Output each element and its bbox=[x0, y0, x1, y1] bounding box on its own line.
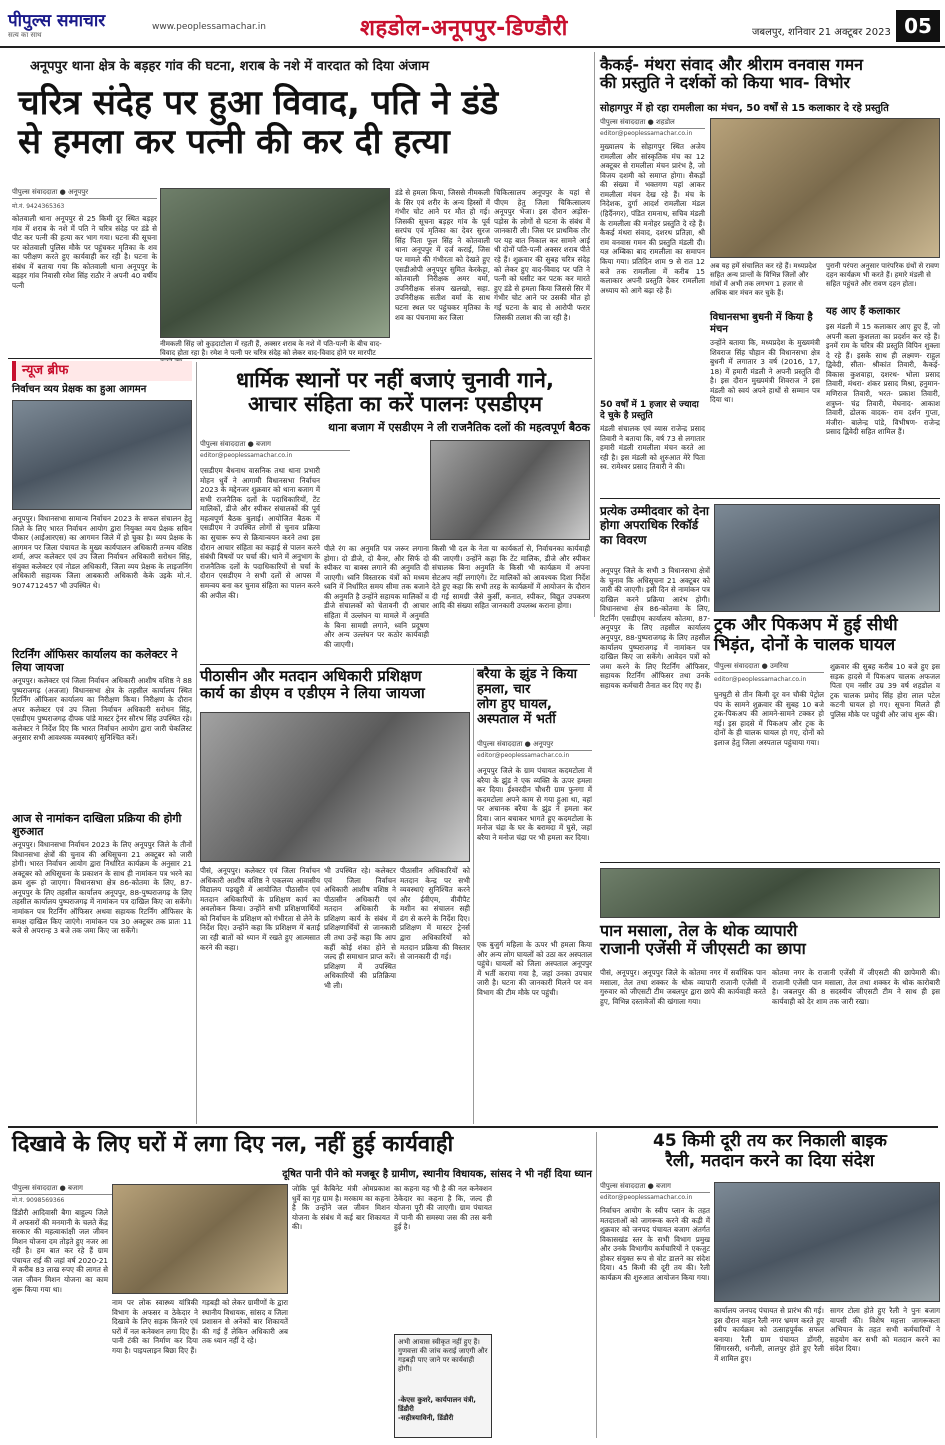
ramleela-photo-caption: अब यह हमें संचालित कर रहे हैं। मध्यप्रदेश सहित अन्य प्रान्तों के विभिन्न जिलों और गांवों में अभी तक लगभग 1 हजार से अधिक बार मंचन कर चुके हैं। bbox=[710, 262, 817, 298]
ramleela-headline-line2: की प्रस्तुति ने दर्शकों को किया भाव- विभोर bbox=[600, 73, 851, 93]
training-headline-line1: पीठासीन और मतदान अधिकारी प्रशिक्षण bbox=[200, 667, 422, 685]
water-col5: का कहना यह भी है की नल कनेक्शन ठेकेदार का कहना है कि, जल्द ही योजना पूरी की जाएगी। ग्राम पंचायत में पानी की समस्या जस की तस बनी हुई है। bbox=[394, 1184, 492, 1232]
bear-col2: एक बुजुर्ग महिला के ऊपर भी हमला किया और अन्य लोग घायलों को उठा कर अस्पताल पहुंचे। घायलों को जिला अस्पताल अनूपपुर में भर्ती कराया गया है, जहां उनका उपचार जारी है। घटना की जानकारी मिलने पर वन विभाग की टीम मौके पर पहुंची। bbox=[477, 940, 592, 997]
sdm-byline: पीपुल्स संवाददाता ● बजाग bbox=[200, 440, 350, 451]
divider bbox=[8, 1126, 938, 1128]
ramleela-byline: पीपुल्स संवाददाता ● शहडोल bbox=[600, 118, 705, 129]
training-col1: पीसं, अनूपपुर। कलेक्टर एवं जिला निर्वाचन अधिकारी आशीष वशिष्ठ ने एकलव्य आवासीय विद्यालय पड़खुरी में आयोजित पीठासीन एवं मतदान अधिकारियों के प्रशिक्षण कार्य का अवलोकन किया। उन्होंने सभी प्रशिक्षणार्थियों को निर्वाचन के प्रशिक्षण को गंभीरता से लेने के निर्देश दिए। उन्होंने कहा कि प्रशिक्षण में बताई जा रही बातों को ध्यान में रखते हुए आत्मसात करने की कहा। bbox=[200, 866, 320, 952]
training-col2: भी उपस्थित रहे। कलेक्टर एवं जिला निर्वाचन अधिकारी आशीष वशिष्ठ ने पीठासीन अधिकारी एवं मतदान अधिकारी के प्रशिक्षण कार्य के संबंध में प्रशिक्षणार्थियों से जानकारी ली तथा उन्हें कहा कि आप कहीं कोई शंका होने से जल्द ही समाधान प्राप्त करें। प्रशिक्षण में उपस्थित अधिकारियों की प्रतिक्रिया भी ली। bbox=[324, 866, 396, 990]
ramleela-sub2-body: उन्होंने बताया कि, मध्यप्रदेश के मुख्यमंत्री शिवराज सिंह चौहान की विधानसभा क्षेत्र बुधनी में लगातार 3 वर्ष (2016, 17, 18) में हमारी मंडली ने अपनी प्रस्तुति दी है। इस दौरान मुख्यमंत्री शिवराज ने इस मंडली को स्वयं अपने हाथों से सम्मान पत्र दिया था। bbox=[710, 338, 820, 405]
lead-photo-caption: नीमकली सिंह जो कुड़दाटोला में रहती हैं, अक्सर शराब के नशे में पति-पत्नी के बीच वाद-विवाद होता रहा है। रमेश ने पत्नी पर चरित्र संदेह को लेकर वाद-विवाद होने पर मारपीट bbox=[160, 340, 382, 358]
accident-email[interactable]: editor@peoplessamachar.co.in bbox=[714, 676, 807, 683]
water-col2: नाम पर लोक स्वास्थ्य यांत्रिकी विभाग के अफसर व ठेकेदार ने दिखावे के लिए सड़क किनारे एवं घरों में नल कनेक्शन लगा दिए हैं। पानी टंकी का निर्माण कर दिया गया है। पाइपलाइन बिछा दिए हैं। bbox=[112, 1298, 198, 1355]
rally-email[interactable]: editor@peoplessamachar.co.in bbox=[600, 1194, 693, 1201]
news-brief-label: न्यूज ब्रीफ bbox=[12, 361, 192, 381]
ramleela-sub2: विधानसभा बुधनी में किया है मंचन bbox=[710, 312, 813, 335]
brief1-body: अनूपपुर। विधानसभा सामान्य निर्वाचन 2023 के सफल संचालन हेतु जिले के लिए भारत निर्वाचन आयोग द्वारा नियुक्त व्यय प्रेक्षक सचिन पीकार (आईआरएस) का आगमन जिले में हो चुका है। व्यय प्रेक्षक के आगमन पर जिला पंचायत के मुख्य कार्यपालन अधिकारी तन्मय वशिष्ठ शर्मा, अपर कलेक्टर एवं उप जिला निर्वाचन अधिकारी सरोधन सिंह, संयुक्त कलेक्टर एवं नोडल अधिकारी, जिला व्यय प्रेक्षक के लाइजनिंग अधिकारी सहायक जिला आबकारी अधिकारी केके उइके मो.नं. 9074712457 भी उपस्थित थे। bbox=[12, 514, 192, 591]
ramleela-headline-line1: कैकई- मंथरा संवाद और श्रीराम वनवास गमन bbox=[600, 55, 864, 74]
rally-col2: कार्यालय जनपद पंचायत से प्रारंभ की गई। इस दौरान वाहन रैली नगर भ्रमण करते हुए स्वीप कार्यक्रम को उत्साहपूर्वक सफल बनाया। रैली ग्राम पंचायत डोंगरी, सिंगारसरी, धनौली, लालपुर होते हुए रैली में शामिल हुए। bbox=[714, 1306, 824, 1363]
ramleela-subhead: सोहागपुर में हो रहा रामलीला का मंचन, 50 वर्षों से 15 कलाकार दे रहे प्रस्तुति bbox=[600, 103, 889, 114]
brief2-heading: रिटर्निंग ऑफिसर कार्यालय का कलेक्टर ने लिया जायजा bbox=[12, 648, 178, 675]
accident-col2: शुक्रवार की सुबह करीब 10 बजे हुए इस सड़क हादसे में पिकअप चालक अफजल पिता एम नसीर उम्र 39 वर्ष शहडोल व ट्रक चालक प्रमोद सिंह होरा लाल पटेल कटनी घायल हो गए। सूचना मिलते ही पुलिस मौके पर पहुंची और जांच शुरू की। bbox=[830, 662, 940, 719]
masthead bbox=[0, 0, 945, 48]
column-divider bbox=[473, 668, 474, 1124]
gst-col2: कोतमा नगर के राजानी एजेंसी में जीएसटी की छापेमारी की। राजानी एजेंसी पान मसाला, तेल तथा शक्कर के थोक कारोबारी है। जबलपुर की 8 सदस्यीय जीएसटी टीम ने साथ ही इस कार्यवाही को देर शाम तक जारी रखा। bbox=[772, 968, 940, 1006]
accident-headline bbox=[714, 616, 940, 655]
water-headline: दिखावे के लिए घरों में लगा दिए नल, नहीं हुई कार्यवाही bbox=[12, 1132, 454, 1157]
gst-col1: पीसं, अनूपपुर। अनूपपुर जिले के कोतमा नगर में सर्वाधिक पान मसाला, तेल तथा शक्कर के थोक व्यापारी राजानी एजेंसी में गुरुवार को जीएसटी टीम जबलपुर द्वारा छापे की कार्यवाही करते हुए, विभिन्न दस्तावेजों की खंगाला गया। bbox=[600, 968, 766, 1006]
water-col4: जोकि पूर्व कैबिनेट मंत्री ओमप्रकाश धुर्वे का गृह ग्राम है। मरकाम का कहना है कि उन्होंने जल जीवन मिशन योजना के संबंध में कई बार शिकायत की। bbox=[292, 1184, 390, 1232]
water-quote-box bbox=[394, 1334, 492, 1438]
water-byline: पीपुल्स संवाददाता ● बजाग bbox=[12, 1184, 162, 1195]
divider bbox=[600, 498, 940, 499]
ramleela-sub1-body: मंडली संचालक एवं व्यास राजेन्द्र प्रसाद तिवारी ने बताया कि, वर्ष 73 से लगातार हमारी मंडली रामलीला मंचन करते आ रही है। इस मंडली को शुरुआत मेरे पिता स्व. रामेश्वर प्रसाद तिवारी ने की। bbox=[600, 424, 705, 472]
sdm-col3: किसी भी दल के नेता या कार्यकर्ता से, निर्वाचनका कार्यवाही की जाएगी। उन्होंने कहा कि टेंट मालिक, डीजे और स्पीकर संचालक बिना अनुमति के किसी भी कार्यक्रम में अपना सेटअप नहीं लगाएंगे। टेंट मालिकों को आवश्यक दिशा निर्देश देते हुए कहा कि सभी तरह के कार्यक्रमों में आयोजन के दौरान दी गई सामग्री जैसे कुर्सी, कनात, स्पीकर, विद्युत उपकरण आदि की संख्या सहित जानकारी उपलब्ध कराना होगा। bbox=[432, 544, 590, 611]
sdm-photo bbox=[430, 440, 590, 540]
brief3-heading: आज से नामांकन दाखिला प्रक्रिया की होगी शुरुआत bbox=[12, 812, 182, 839]
water-col1: डिंडौरी आदिवासी बैगा बाहुल्य जिले में अफसरों की मनमानी के चलते केंद्र सरकार की महत्वाकांक्षी जल जीवन मिशन योजना दम तोड़ते हुए नजर आ रही है। हम बात कर रहे हैं ग्राम पंचायत राई की जहां वर्ष 2020-21 में करीब 83 लाख रुपए की लागत से जल जीवन मिशन योजना का काम शुरू किया गया था। bbox=[12, 1208, 108, 1294]
brief1-photo bbox=[12, 400, 192, 510]
bear-email[interactable]: editor@peoplessamachar.co.in bbox=[477, 752, 570, 759]
rally-headline bbox=[600, 1132, 940, 1171]
divider bbox=[200, 664, 590, 665]
ramleela-email[interactable]: editor@peoplessamachar.co.in bbox=[600, 130, 693, 137]
ramleela-headline bbox=[600, 56, 940, 93]
rally-headline-line1: 45 किमी दूरी तय कर निकाली बाइक bbox=[653, 1131, 887, 1151]
rally-col1: निर्वाचन आयोग के स्वीप प्लान के तहत मतदाताओं को जागरूक करने की कड़ी में शुक्रवार को जनपद पंचायत बजाग अंतर्गत विकासखंड स्तर के सभी विभाग प्रमुख और उनके विभागीय कर्मचारियों ने एकजुट होकर संयुक्त रूप से वोट डालने का संदेश दिया। 45 किमी की दूरी तय की। रैली कार्यक्रम की शुरुआत आयोजन किया गया। bbox=[600, 1206, 710, 1283]
ramleela-col3-top: पुरानी परंपरा अनुसार पारंपरिक ग्रंथों से रावण दहन कार्यक्रम भी करते हैं। हमारे मंडली से सहित पहुंचते और रावण दहन होता। bbox=[826, 262, 940, 289]
newspaper-logo: पीपुल्स समाचार सत्य का साथ bbox=[8, 11, 106, 39]
water-subhead: दूषित पानी पीने को मजबूर है ग्रामीण, स्थानीय विधायक, सांसद ने भी नहीं दिया ध्यान bbox=[282, 1169, 592, 1180]
lead-photo bbox=[160, 188, 390, 338]
accident-col1: घुनघुटी से तीन किमी दूर वन चौकी पेट्रोल पंप के सामने शुक्रवार की सुबह 10 बजे ट्रक-पिकअप की आमने-सामने टक्कर हो गई। इस हादसे में पिकअप और ट्रक के दोनों के ही चालक घायल हो गए, दोनों को इलाज हेतु जिला अस्पताल पहुंचाया गया। bbox=[714, 690, 824, 747]
brief1-heading: निर्वाचन व्यय प्रेक्षक का हुआ आगमन bbox=[12, 384, 147, 395]
ramleela-sub3-body: इस मंडली में 15 कलाकार आए हुए हैं, जो अपनी कला कुशलता का प्रदर्शन कर रहे हैं। इनमें राम के चरित्र की प्रस्तुति विपिन शुक्ला दे रहे हैं। इसके साथ ही लक्ष्मण- राहुल द्विवेदी, सीता- श्रीकांत तिवारी, कैकई- विकास कुशवाहा, दशरथ- भोला प्रसाद तिवारी, मंथरा- शंकर प्रसाद मिश्रा, हनुमान- मणिराज तिवारी, भरत- प्रकाश तिवारी, शत्रुघ्न- चंद्र तिवारी, मेघनाद- आकाश तिवारी, ढोलक वादक- राम दर्शन गुप्ता, मंजीरा- बालेन्द्र पांडे, विभीषण- राजेन्द्र प्रसाद द्विवेदी सहित शामिल हैं। bbox=[826, 322, 940, 437]
lead-mobile: मो.नं. 9424365363 bbox=[12, 203, 65, 210]
accident-byline: पीपुल्स संवाददाता ● उमरिया bbox=[714, 662, 824, 673]
training-photo bbox=[200, 712, 470, 862]
rally-byline: पीपुल्स संवाददाता ● बजाग bbox=[600, 1182, 710, 1193]
candidate-headline: प्रत्येक उम्मीदवार को देना होगा अपराधिक रिकॉर्ड का विवरण bbox=[600, 504, 709, 547]
lead-col1: कोतवाली थाना अनूपपुर से 25 किमी दूर स्थित बड़हर गांव में शराब के नशे में पति ने चरित्र संदेह पर डंडे से पीट कर पत्नी की हत्या कर भाग गया। घटना की सूचना पर कोतवाली पुलिस मौके पर पहुंचकर मृतिका के शव का परीक्षण करते हुए कार्यवाही कर रही है। घटना के संबंध में बताया गया कि कोतवाली थाना अनूपपुर के बड़हर गांव निवासी रमेश सिंह राठौर ने अपनी 40 वर्षीय पत्नी bbox=[12, 214, 157, 291]
gst-headline bbox=[600, 922, 940, 959]
accident-photo bbox=[714, 504, 940, 612]
lead-col3: डंडे से हमला किया, जिससे नीमकली के सिर एवं शरीर के अन्य हिस्सों में गंभीर चोट आने पर मौत हो गई। जिसकी सूचना बड़हर गांव के पूर्व सरपंच एवं मृतिका का देवर सुरज सिंह पिता फूल सिंह ने कोतवाली थाना अनूपपुर में दर्ज कराई, जिस पर मामले की गंभीरता को देखते हुए एसडीओपी अनूपपुर सुमित केरकेट्टा, कोतवाली निरीक्षक अमर वर्मा, उपनिरीक्षक संजय खलखो, सहा. उपनिरीक्षक सतीश वर्मा के साथ घटना स्थल पर पहुंचकर मृतिका के शव का पंचनामा कर जिला bbox=[395, 188, 490, 322]
website-url[interactable]: www.peoplessamachar.in bbox=[152, 22, 266, 32]
water-mobile: मो.नं. 9098569366 bbox=[12, 1197, 65, 1204]
lead-byline: पीपुल्स संवाददाता ● अनूपपुर bbox=[12, 188, 157, 199]
divider bbox=[600, 862, 940, 863]
accident-headline-line1: ट्रक और पिकअप में हुई सीधी bbox=[714, 615, 898, 635]
section-title: शहडोल-अनूपपुर-डिण्डौरी bbox=[360, 16, 568, 41]
sdm-subhead: थाना बजाग में एसडीएम ने ली राजनैतिक दलों की महत्वपूर्ण बैठक bbox=[328, 421, 590, 434]
bear-headline bbox=[477, 668, 592, 728]
rally-col3: सागर टोला होते हुए रैली ने पुनः बजाग वापसी की। विशेष महत्ता जागरूकता अभियान के तहत सभी कर्मचारियों ने सहयोग कर सभी को मतदान करने का संदेश दिया। bbox=[830, 1306, 940, 1354]
column-divider bbox=[196, 362, 197, 1124]
page-number: 05 bbox=[896, 10, 940, 42]
ramleela-sub1: 50 वर्षों में 1 हजार से ज्यादा दे चुके है प्रस्तुति bbox=[600, 400, 699, 421]
column-divider bbox=[594, 52, 595, 617]
gst-headline-line1: पान मसाला, तेल के थोक व्यापारी bbox=[600, 921, 798, 940]
lead-headline bbox=[18, 84, 588, 162]
ramleela-body: मुख्यालय के सोहागपुर स्थित अजेय रामलीला और सांस्कृतिक मंच का 12 अक्टूबर से रामलीला मंचन प्रारंभ है, जो विजय दशमी को समाप्त होगा। सैकड़ों की संख्या में भक्तगण यहां आकर रामलीला मंचन देख रहे हैं। मंच के निदेशक, दुर्गा आदर्श रामलीला मंडल (हिर्दैनगर), पंडित रामनाथ, सचिव मंडली के रामलीला की मनोहर प्रस्तुति दे रहे हैं। कैकई मंथरा संवाद, दशरथ प्रतिज्ञा, श्री राम वनवास गमन की प्रस्तुति मंडली दी। यज्ञ अम्बिका बाद रामलीला का समापन किया गया। प्रतिदिन शाम 9 से रात 12 बजे तक रामलीला में करीब 15 कलाकार अपनी प्रस्तुति देकर रामलीला अध्याय को आगे बढ़ा रहे हैं। bbox=[600, 142, 705, 295]
water-quote: अभी आवास स्वीकृत नहीं हुए हैं। गुणवत्ता की जांच कराई जाएगी और गड़बड़ी पाए जाने पर कार्यवाही होगी। bbox=[398, 1338, 488, 1374]
water-photo bbox=[112, 1184, 288, 1294]
sdm-col2: पीले रंग का अनुमति पत्र जरूर लगाना होगा। दो डीजे, दो बैनर, और सिर्फ दो स्पीकर या बाक्स लगाने की अनुमति दी जाएगी। ध्वनि विस्तारक यंत्रों को मध्यम ध्वनि में निर्धारित समय सीमा तक बजाने की अनुमति है उन्होंने सहायक मालिकों व डीजे संचालकों को चेतावनी दी आचार संहिता में उल्लंघन या मामले में अनुमति के बिना सामग्री लगाने, ध्वनि प्रदूषण और अन्य उल्लंघन पर कठोर कार्यवाही की जाएगी। bbox=[324, 544, 429, 649]
candidate-body: अनूपपुर जिले के सभी 3 विधानसभा क्षेत्रों के चुनाव कि अधिसूचना 21 अक्टूबर को जारी की जाएगी। इसी दिन से नामांकन पत्र दाखिल करने प्रक्रिया आरंभ होगी। विधानसभा क्षेत्र 86-कोतमा के लिए, रिटर्निंग एसडीएम कार्यालय कोतमा, 87-अनूपपुर के लिए तहसील कार्यालय अनूपपुर, 88-पुष्पराजगढ़ के लिए तहसील कार्यालय पुष्पराजगढ़ में नामांकन पत्र दाखिल किए जा सकेंगे। आवेदन पत्रों को जमा करने के लिए रिटर्निंग ऑफिसर, सहायक रिटर्निंग ऑफिसर तथा उनके सहायक कर्मचारी तैनात कर दिए गए हैं। bbox=[600, 566, 710, 690]
accident-headline-line2: भिड़ंत, दोनों के चालक घायल bbox=[714, 634, 896, 655]
bear-col1: अनूपपुर जिले के ग्राम पंचायत कदमटोला में बरैया के झुंड ने एक व्यक्ति के ऊपर हमला कर दिया। ईश्वरदीन चौधरी ग्राम फुनगा में कदमटोला अपने काम से गया हुआ था, वहां पर अचानक बरैया के झुंड ने हमला कर दिया। जान बचाकर भागते हुए कदमटोला के मनोज चंद्रा के घर के बरामदा में घुसे, जहां बरैया ने मनोज चंद्रा पर भी हमला कर दिया। bbox=[477, 766, 592, 843]
water-quote-by2: -सहीत्रयाविनी, डिंडौरी bbox=[398, 1414, 454, 1423]
edition-date: जबलपुर, शनिवार 21 अक्टूबर 2023 bbox=[752, 27, 891, 38]
sdm-headline-line2: आचार संहिता का करें पालनः एसडीएम bbox=[247, 392, 542, 417]
divider bbox=[8, 358, 592, 359]
sdm-headline-line1: धार्मिक स्थानों पर नहीं बजाएं चुनावी गाने, bbox=[236, 368, 554, 392]
water-quote-by: -केएस कुशरे, कार्यपालन यंत्री, डिंडौरी bbox=[398, 1396, 476, 1414]
column-divider bbox=[596, 1132, 597, 1438]
sdm-email[interactable]: editor@peoplessamachar.co.in bbox=[200, 452, 293, 459]
water-col3: गड़बड़ी को लेकर ग्रामीणों के द्वारा स्थानीय विधायक, सांसद व जिला प्रशासन से अनेकों बार शिकायतें की गई हैं लेकिन अधिकारी अब तक ध्यान नहीं दे रहे। bbox=[202, 1298, 288, 1346]
ramleela-sub3: यह आए हैं कलाकार bbox=[826, 306, 901, 317]
lead-kicker: अनूपपुर थाना क्षेत्र के बड़हर गांव की घटना, शराब के नशे में वारदात को दिया अंजाम bbox=[30, 59, 430, 74]
rally-photo bbox=[714, 1182, 940, 1302]
bear-headline-line2: लोग हुए घायल, अस्पताल में भर्ती bbox=[477, 696, 556, 727]
brief2-body: अनूपपुर। कलेक्टर एवं जिला निर्वाचन अधिकारी आशीष वशिष्ठ ने 88 पुष्पराजगढ़ (अजजा) विधानसभा क्षेत्र के तहसील कार्यालय स्थित रिटर्निंग ऑफिसर कार्यालय का निरीक्षण किया। निरीक्षण के दौरान अपर कलेक्टर एवं उप जिला निर्वाचन अधिकारी सरोधन सिंह, एसडीएम पुष्पराजगढ़ दीपक पांडे मास्टर ट्रेनर सौरभ सिंह उपस्थित रहे। कलेक्टर ने निर्देश दिए कि भारत निर्वाचन आयोग द्वारा जारी चेकलिस्ट अनुसार सभी आवश्यक व्यवस्थाएं सुनिश्चित करें। bbox=[12, 676, 192, 743]
lead-col4: चिकित्सालय अनूपपुर के यहां से पीएम हेतु जिला चिकित्सालय अनूपपुर भेजा। इस दौरान अड़ोस-पड़ोस के लोगों से घटना के संबंध में जानकारी ली। जिस पर प्राथमिक तौर पर यह बात निकाल कर सामने आई थी दोनों पति-पत्नी अक्सर शराब पीते रहे हैं। शुक्रवार की सुबह चरित्र संदेह को लेकर हुए वाद-विवाद पर पति ने पत्नी को घसीट कर पटक कर मारते हुए डंडे से हमला किया जिससे सिर में गंभीर चोट आने पर उसकी मौत हो गई घटना के बाद से आरोपी फरार जिसकी तलाश की जा रही है। bbox=[494, 188, 590, 322]
gst-headline-line2: राजानी एजेंसी में जीएसटी का छापा bbox=[600, 939, 806, 959]
ramleela-photo bbox=[710, 118, 940, 258]
gst-photo bbox=[600, 868, 940, 918]
rally-headline-line2: रैली, मतदान करने का दिया संदेश bbox=[665, 1150, 875, 1171]
sdm-headline bbox=[200, 368, 590, 416]
lead-headline-line1: चरित्र संदेह पर हुआ विवाद, पति ने डंडे bbox=[18, 83, 499, 123]
bear-headline-line1: बरैया के झुंड ने किया हमला, चार bbox=[477, 667, 577, 697]
training-col3: पीठासीन अधिकारियों को मतदान केन्द्र पर सभी व्यवस्थाएं सुनिश्चित करने और ईवीएम, वीवीपैट मशीन का संचालन सही ढंग से करने के निर्देश दिए। प्रशिक्षण में मास्टर ट्रेनर्स द्वारा अधिकारियों को मतदान प्रक्रिया की विस्तार से जानकारी दी गई। bbox=[400, 866, 470, 962]
sdm-col1: एसडीएम बैधनाथ वासनिक तथा थाना प्रभारी मोहन धुर्वे ने आगामी विधानसभा निर्वाचन 2023 के मद्देनजर शुक्रवार को थाना बजाग में सभी राजनैतिक दलों के पदाधिकारियों, टेंट मालिकों, डीजे और स्पीकर संचालकों की पूर्व महत्वपूर्ण बैठक बुलाई। आयोजित बैठक में एसडीएम ने उपस्थित लोगों से चुनाव प्रक्रिया का सुचारू रूप से क्रियान्वयन करने तथा इस दौरान आचार संहिता का कड़ाई से पालन करने संबंधी विषयों पर चर्चा की। थाने में अनुभाग के राजनैतिक दलों के पदाधिकारियों से चर्चा के दौरान एसडीएम ने सभी दलों से आपस में समन्वय बना कर चुनाव संहिता का पालन करने की अपील की। bbox=[200, 466, 320, 600]
training-headline bbox=[200, 668, 470, 703]
lead-headline-line2: से हमला कर पत्नी की कर दी हत्या bbox=[18, 122, 450, 163]
training-headline-line2: कार्य का डीएम व एडीएम ने लिया जायजा bbox=[200, 684, 425, 703]
brief3-body: अनूपपुर। विधानसभा निर्वाचन 2023 के लिए अनूपपुर जिले के तीनों विधानसभा क्षेत्रों की चुनाव की अधिसूचना 21 अक्टूबर को जारी होगी। भारत निर्वाचन आयोग द्वारा निर्धारित कार्यक्रम के अनुसार 21 अक्टूबर को अधिसूचना के प्रकाशन के साथ ही नामांकन पत्र भरने का क्रम शुरू हो जाएगा। विधानसभा क्षेत्र 86-कोतमा के लिए, 87-अनूपपुर के लिए तहसील कार्यालय अनूपपुर, 88-पुष्पराजगढ़ के लिए तहसील कार्यालय पुष्पराजगढ़ में नामांकन पत्र दाखिल किए जा सकेंगे। नामांकन पत्र रिटर्निंग ऑफिसर अथवा सहायक रिटर्निंग ऑफिसर के समक्ष दाखिल किए जाएंगे। नामांकन पत्र 30 अक्टूबर तक प्रातः 11 बजे से अपरान्ह 3 बजे तक जमा किए जा सकेंगे। bbox=[12, 840, 192, 936]
bear-byline: पीपुल्स संवाददाता ● अनूपपुर bbox=[477, 740, 592, 751]
